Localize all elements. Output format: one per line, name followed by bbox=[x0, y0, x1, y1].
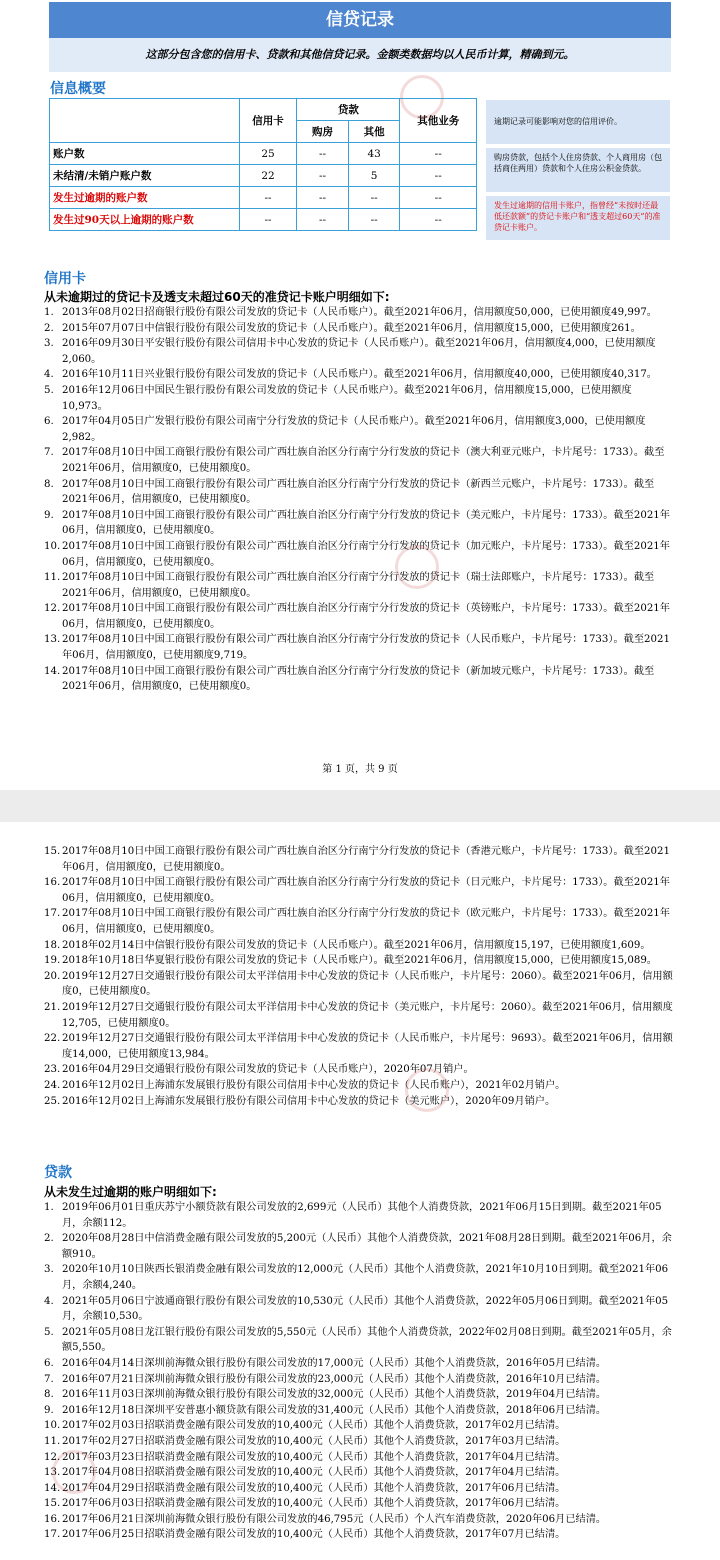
list-item-number: 13. bbox=[44, 1467, 61, 1479]
overview-note-overdue-definition: 发生过逾期的信用卡账户，指曾经“未按时还最低还款额”的贷记卡账户和“透支超过60天”的准贷记卡账户。 bbox=[486, 196, 670, 240]
header-other-business: 其他业务 bbox=[400, 99, 477, 143]
list-item-number: 19. bbox=[44, 955, 61, 967]
cell-other-business: -- bbox=[400, 209, 477, 231]
list-item-number: 7. bbox=[44, 1373, 54, 1385]
list-item bbox=[44, 1062, 674, 1078]
list-item-text: 2017年08月10日中国工商银行股份有限公司广西壮族自治区分行南宁分行发放的贷记卡（香港元账户，卡片尾号：1733）。截至2021年06月，信用额度0，已使用额度0。 bbox=[62, 846, 670, 873]
list-item bbox=[44, 664, 674, 695]
list-item-text: 2013年08月02日招商银行股份有限公司发放的贷记卡（人民币账户）。截至2021年06月，信用额度50,000，已使用额度49,997。 bbox=[62, 307, 657, 318]
list-item bbox=[44, 1496, 674, 1512]
list-item bbox=[44, 1094, 674, 1110]
watermark-seal bbox=[405, 1068, 449, 1112]
list-item bbox=[44, 1481, 674, 1497]
list-item-number: 23. bbox=[44, 1064, 61, 1076]
list-item-text: 2016年12月02日上海浦东发展银行股份有限公司信用卡中心发放的贷记卡（美元账户），2020年09月销户。 bbox=[62, 1095, 556, 1107]
list-item-number: 6. bbox=[44, 416, 54, 428]
watermark-seal bbox=[400, 75, 444, 119]
cell-loan-house: -- bbox=[297, 187, 349, 209]
list-item-number: 11. bbox=[44, 572, 61, 584]
list-item bbox=[44, 1372, 674, 1388]
watermark-seal bbox=[395, 545, 439, 589]
row-label: 账户数 bbox=[50, 143, 240, 165]
list-item-number: 8. bbox=[44, 1389, 54, 1401]
list-item-number: 8. bbox=[44, 478, 54, 490]
list-item-text: 2017年08月10日中国工商银行股份有限公司广西壮族自治区分行南宁分行发放的贷记卡（新加坡元账户，卡片尾号：1733）。截至2021年06月，信用额度0，已使用额度0。 bbox=[62, 665, 655, 693]
list-item-number: 14. bbox=[44, 1482, 61, 1494]
list-item-text: 2016年12月02日上海浦东发展银行股份有限公司信用卡中心发放的贷记卡（人民币账户），2021年02月销户。 bbox=[62, 1079, 566, 1091]
list-item bbox=[44, 1325, 674, 1356]
list-item-number: 13. bbox=[44, 634, 61, 646]
list-item bbox=[44, 1294, 674, 1325]
list-item bbox=[44, 1434, 674, 1450]
row-label: 未结清/未销户账户数 bbox=[50, 165, 240, 187]
list-item-number: 5. bbox=[44, 384, 54, 396]
list-item bbox=[44, 321, 674, 337]
list-item-text: 2019年12月27日交通银行股份有限公司太平洋信用卡中心发放的贷记卡（人民币账户，卡片尾号：2060）。截至2021年06月，信用额度0，已使用额度0。 bbox=[62, 970, 673, 998]
credit-card-heading: 信用卡 bbox=[44, 271, 86, 287]
cell-loan-house: -- bbox=[297, 165, 349, 187]
list-item bbox=[44, 1078, 674, 1094]
credit-card-list bbox=[44, 305, 674, 695]
list-item-text: 2016年11月03日深圳前海微众银行股份有限公司发放的32,000元（人民币）其他个人消费贷款，2019年04月已结清。 bbox=[62, 1389, 607, 1401]
list-item-text: 2017年08月10日中国工商银行股份有限公司广西壮族自治区分行南宁分行发放的贷记卡（英镑账户，卡片尾号：1733）。截至2021年06月，信用额度0，已使用额度0。 bbox=[62, 603, 670, 630]
list-item-text: 2017年04月05日广发银行股份有限公司南宁分行发放的贷记卡（人民币账户）。截至2021年06月，信用额度3,000，已使用额度2,982。 bbox=[62, 416, 646, 443]
cell-loan-other: 43 bbox=[348, 143, 400, 165]
cell-loan-other: 5 bbox=[348, 165, 400, 187]
list-item-text: 2017年08月10日中国工商银行股份有限公司广西壮族自治区分行南宁分行发放的贷记卡（日元账户，卡片尾号：1733）。截至2021年06月，信用额度0，已使用额度0。 bbox=[62, 877, 670, 904]
list-item-text: 2021年05月08日龙江银行股份有限公司发放的5,550元（人民币）其他个人消费贷款，2022年02月08日到期。截至2021年05月，余额5,550。 bbox=[62, 1326, 672, 1354]
list-item bbox=[44, 305, 674, 321]
list-item bbox=[44, 1512, 674, 1528]
list-item bbox=[44, 508, 674, 539]
table-row bbox=[50, 165, 477, 187]
cell-loan-other: -- bbox=[348, 187, 400, 209]
list-item-text: 2018年02月14日中信银行股份有限公司发放的贷记卡（人民币账户）。截至2021年06月，信用额度15,197，已使用额度1,609。 bbox=[62, 939, 651, 951]
list-item bbox=[44, 938, 674, 954]
list-item-text: 2021年05月06日宁波通商银行股份有限公司发放的10,530元（人民币）其他个人消费贷款，2022年05月06日到期。截至2021年05月，余额10,530。 bbox=[62, 1295, 669, 1323]
list-item-text: 2016年04月29日交通银行股份有限公司发放的贷记卡（人民币账户），2020年07月销户。 bbox=[62, 1064, 474, 1076]
list-item-text: 2017年04月08日招联消费金融有限公司发放的10,400元（人民币）其他个人消费贷款，2017年04月已结清。 bbox=[62, 1467, 566, 1479]
list-item-text: 2019年12月27日交通银行股份有限公司太平洋信用卡中心发放的贷记卡（美元账户，卡片尾号：2060）。截至2021年06月，信用额度12,705，已使用额度0。 bbox=[62, 1001, 673, 1029]
cell-loan-house: -- bbox=[297, 209, 349, 231]
list-item bbox=[44, 1231, 674, 1262]
list-item-number: 9. bbox=[44, 509, 54, 521]
list-item bbox=[44, 383, 674, 414]
cell-other-business: -- bbox=[400, 165, 477, 187]
list-item-text: 2020年10月10日陕西长银消费金融有限公司发放的12,000元（人民币）其他个人消费贷款，2021年10月10日到期。截至2021年06月，余额4,240。 bbox=[62, 1264, 669, 1291]
list-item-number: 24. bbox=[44, 1079, 61, 1091]
cell-credit-card: -- bbox=[239, 209, 296, 231]
list-item-number: 4. bbox=[44, 369, 54, 381]
list-item-number: 14. bbox=[44, 665, 61, 677]
list-item-number: 22. bbox=[44, 1033, 61, 1045]
list-item-text: 2017年03月23日招联消费金融有限公司发放的10,400元（人民币）其他个人消费贷款，2017年04月已结清。 bbox=[62, 1451, 566, 1463]
list-item bbox=[44, 969, 674, 1000]
list-item-text: 2016年12月06日中国民生银行股份有限公司发放的贷记卡（人民币账户）。截至2021年06月，信用额度15,000，已使用额度10,973。 bbox=[62, 384, 632, 412]
page-number: 第 1 页，共 9 页 bbox=[322, 764, 398, 775]
list-item-text: 2016年07月21日深圳前海微众银行股份有限公司发放的23,000元（人民币）其他个人消费贷款，2016年10月已结清。 bbox=[62, 1373, 607, 1385]
list-item-number: 21. bbox=[44, 1001, 61, 1013]
list-item-number: 9. bbox=[44, 1404, 54, 1416]
cell-credit-card: -- bbox=[239, 187, 296, 209]
list-item bbox=[44, 953, 674, 969]
list-item-number: 2. bbox=[44, 1233, 54, 1245]
list-item-number: 17. bbox=[44, 1529, 61, 1541]
list-item bbox=[44, 1418, 674, 1434]
list-item-text: 2019年06月01日重庆苏宁小额贷款有限公司发放的2,699元（人民币）其他个人消费贷款，2021年06月15日到期。截至2021年05月，余额112。 bbox=[62, 1202, 662, 1229]
list-item-text: 2017年02月27日招联消费金融有限公司发放的10,400元（人民币）其他个人消费贷款，2017年03月已结清。 bbox=[62, 1435, 566, 1447]
list-item-text: 2017年08月10日中国工商银行股份有限公司广西壮族自治区分行南宁分行发放的贷记卡（澳大利亚元账户，卡片尾号：1733）。截至2021年06月，信用额度0，已使用额度0。 bbox=[62, 447, 665, 474]
cell-loan-other: -- bbox=[348, 209, 400, 231]
header-loan-house: 购房 bbox=[297, 121, 349, 143]
list-item-number: 6. bbox=[44, 1357, 54, 1369]
loan-heading: 贷款 bbox=[44, 1165, 72, 1181]
list-item-number: 11. bbox=[44, 1435, 61, 1447]
list-item-text: 2017年06月21日深圳前海微众银行股份有限公司发放的46,795元（人民币）个人汽车消费贷款，2020年06月已结清。 bbox=[62, 1513, 607, 1525]
list-item bbox=[44, 1465, 674, 1481]
list-item-number: 17. bbox=[44, 908, 61, 920]
list-item-number: 1. bbox=[44, 307, 54, 318]
list-item bbox=[44, 414, 674, 445]
list-item-number: 3. bbox=[44, 338, 54, 350]
list-item-text: 2015年07月07日中信银行股份有限公司发放的贷记卡（人民币账户）。截至2021年06月，信用额度15,000，已使用额度261。 bbox=[62, 322, 641, 334]
list-item bbox=[44, 1527, 674, 1543]
row-label: 发生过逾期的账户数 bbox=[50, 187, 240, 209]
list-item-number: 16. bbox=[44, 877, 61, 889]
list-item-number: 10. bbox=[44, 1420, 61, 1432]
list-item bbox=[44, 632, 674, 663]
list-item bbox=[44, 477, 674, 508]
list-item-number: 12. bbox=[44, 1451, 61, 1463]
list-item-number: 7. bbox=[44, 447, 54, 459]
report-page-2 bbox=[0, 822, 720, 1560]
list-item bbox=[44, 539, 674, 570]
credit-card-list-continued bbox=[44, 844, 674, 1109]
list-item bbox=[44, 875, 674, 906]
cell-credit-card: 22 bbox=[239, 165, 296, 187]
list-item-text: 2017年08月10日中国工商银行股份有限公司广西壮族自治区分行南宁分行发放的贷记卡（新西兰元账户，卡片尾号：1733）。截至2021年06月，信用额度0，已使用额度0。 bbox=[62, 478, 655, 506]
list-item-text: 2017年08月10日中国工商银行股份有限公司广西壮族自治区分行南宁分行发放的贷记卡（欧元账户，卡片尾号：1733）。截至2021年06月，信用额度0，已使用额度0。 bbox=[62, 908, 670, 935]
watermark-seal bbox=[52, 1450, 96, 1494]
list-item-text: 2017年08月10日中国工商银行股份有限公司广西壮族自治区分行南宁分行发放的贷记卡（加元账户，卡片尾号：1733）。截至2021年06月，信用额度0，已使用额度0。 bbox=[62, 540, 670, 568]
list-item bbox=[44, 1356, 674, 1372]
list-item-text: 2017年04月29日招联消费金融有限公司发放的10,400元（人民币）其他个人消费贷款，2017年06月已结清。 bbox=[62, 1482, 566, 1494]
table-row bbox=[50, 187, 477, 209]
list-item bbox=[44, 1200, 674, 1231]
list-item bbox=[44, 367, 674, 383]
list-item-number: 15. bbox=[44, 846, 61, 857]
list-item bbox=[44, 1031, 674, 1062]
list-item bbox=[44, 601, 674, 632]
table-row bbox=[50, 143, 477, 165]
list-item bbox=[44, 1262, 674, 1293]
list-item-text: 2017年08月10日中国工商银行股份有限公司广西壮族自治区分行南宁分行发放的贷记卡（瑞士法郎账户，卡片尾号：1733）。截至2021年06月，信用额度0，已使用额度0。 bbox=[62, 572, 655, 599]
list-item bbox=[44, 336, 674, 367]
header-credit-card: 信用卡 bbox=[239, 99, 296, 143]
list-item-text: 2016年04月14日深圳前海微众银行股份有限公司发放的17,000元（人民币）其他个人消费贷款，2016年05月已结清。 bbox=[62, 1357, 607, 1369]
overview-note-overdue: 逾期记录可能影响对您的信用评价。 bbox=[486, 100, 670, 144]
list-item-text: 2017年06月03日招联消费金融有限公司发放的10,400元（人民币）其他个人消费贷款，2017年06月已结清。 bbox=[62, 1498, 566, 1510]
overview-note-house-loan: 购房贷款，包括个人住房贷款、个人商用房（包括商住两用）贷款和个人住房公积金贷款。 bbox=[486, 148, 670, 192]
list-item-number: 2. bbox=[44, 322, 54, 334]
list-item bbox=[44, 1387, 674, 1403]
list-item-number: 12. bbox=[44, 603, 61, 615]
list-item-text: 2016年10月11日兴业银行股份有限公司发放的贷记卡（人民币账户）。截至2021年06月，信用额度40,000，已使用额度40,317。 bbox=[62, 369, 657, 381]
row-label: 发生过90天以上逾期的账户数 bbox=[50, 209, 240, 231]
list-item-text: 2017年08月10日中国工商银行股份有限公司广西壮族自治区分行南宁分行发放的贷记卡（人民币账户，卡片尾号：1733）。截至2021年06月，信用额度0，已使用额度9,719。 bbox=[62, 634, 670, 662]
table-row bbox=[50, 209, 477, 231]
loan-subheading: 从未发生过逾期的账户明细如下: bbox=[44, 1185, 217, 1199]
list-item bbox=[44, 844, 674, 875]
list-item-text: 2016年09月30日平安银行股份有限公司信用卡中心发放的贷记卡（人民币账户）。截至2021年06月，信用额度4,000，已使用额度2,060。 bbox=[62, 338, 656, 365]
list-item-number: 3. bbox=[44, 1264, 54, 1276]
list-item bbox=[44, 1450, 674, 1466]
list-item-number: 25. bbox=[44, 1095, 61, 1107]
list-item-number: 10. bbox=[44, 540, 61, 552]
list-item-text: 2019年12月27日交通银行股份有限公司太平洋信用卡中心发放的贷记卡（人民币账户，卡片尾号：9693）。截至2021年06月，信用额度14,000，已使用额度13,984。 bbox=[62, 1033, 673, 1060]
cell-credit-card: 25 bbox=[239, 143, 296, 165]
page-separator bbox=[0, 790, 720, 822]
list-item-text: 2016年12月18日深圳平安普惠小额贷款有限公司发放的31,400元（人民币）其他个人消费贷款，2018年06月已结清。 bbox=[62, 1404, 607, 1416]
list-item-number: 5. bbox=[44, 1326, 54, 1338]
list-item-number: 16. bbox=[44, 1513, 61, 1525]
section-title-banner: 信贷记录 bbox=[49, 2, 671, 38]
list-item bbox=[44, 445, 674, 476]
cell-loan-house: -- bbox=[297, 143, 349, 165]
cell-other-business: -- bbox=[400, 187, 477, 209]
section-description: 这部分包含您的信用卡、贷款和其他信贷记录。金额类数据均以人民币计算，精确到元。 bbox=[49, 38, 671, 72]
list-item-text: 2017年02月03日招联消费金融有限公司发放的10,400元（人民币）其他个人消费贷款，2017年02月已结清。 bbox=[62, 1420, 566, 1432]
credit-card-subheading: 从未逾期过的贷记卡及透支未超过60天的准贷记卡账户明细如下: bbox=[44, 290, 390, 304]
list-item-number: 4. bbox=[44, 1295, 54, 1307]
corner-cell bbox=[50, 99, 240, 143]
list-item bbox=[44, 1403, 674, 1419]
list-item bbox=[44, 570, 674, 601]
cell-other-business: -- bbox=[400, 143, 477, 165]
list-item-number: 20. bbox=[44, 970, 61, 982]
overview-title: 信息概要 bbox=[50, 81, 106, 97]
list-item-text: 2018年10月18日华夏银行股份有限公司发放的贷记卡（人民币账户）。截至2021年06月，信用额度15,000，已使用额度15,089。 bbox=[62, 955, 657, 967]
list-item-number: 15. bbox=[44, 1498, 61, 1510]
overview-table bbox=[49, 98, 477, 231]
list-item-text: 2020年08月28日中信消费金融有限公司发放的5,200元（人民币）其他个人消费贷款，2021年08月28日到期。截至2021年06月，余额910。 bbox=[62, 1233, 672, 1260]
list-item-number: 1. bbox=[44, 1202, 54, 1213]
loan-list bbox=[44, 1200, 674, 1543]
list-item bbox=[44, 1000, 674, 1031]
list-item-number: 18. bbox=[44, 939, 61, 951]
header-loan-other: 其他 bbox=[348, 121, 400, 143]
list-item-text: 2017年06月25日招联消费金融有限公司发放的10,400元（人民币）其他个人消费贷款，2017年07月已结清。 bbox=[62, 1529, 566, 1541]
list-item-text: 2017年08月10日中国工商银行股份有限公司广西壮族自治区分行南宁分行发放的贷记卡（美元账户，卡片尾号：1733）。截至2021年06月，信用额度0，已使用额度0。 bbox=[62, 509, 670, 537]
header-loan: 贷款 bbox=[297, 99, 400, 121]
list-item bbox=[44, 906, 674, 937]
